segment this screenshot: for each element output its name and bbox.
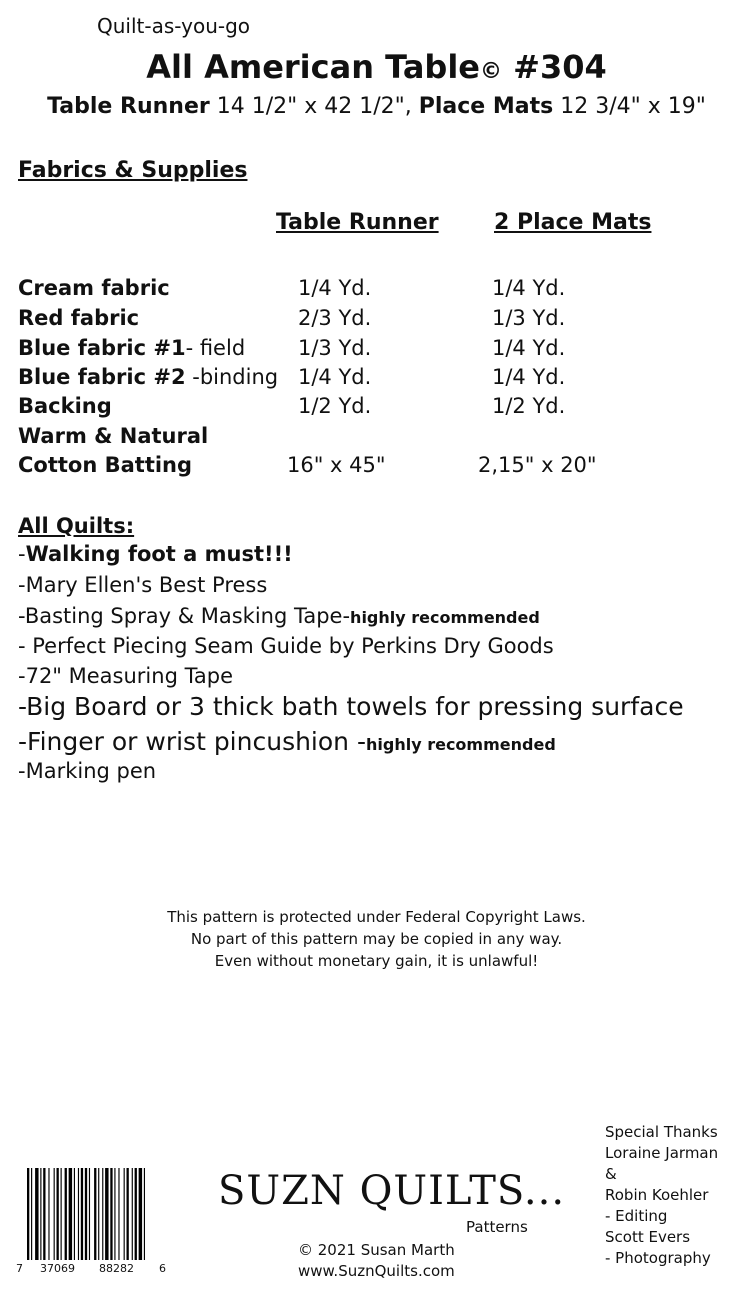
barcode-bar (98, 1168, 99, 1260)
fabric-label: Blue fabric #2 -binding (18, 365, 279, 389)
barcode-bar (27, 1168, 29, 1260)
copyright-notice (0, 906, 753, 972)
barcode-bar (135, 1168, 137, 1260)
pattern-number: #304 (513, 48, 607, 86)
patterns-label: Patterns (466, 1218, 528, 1236)
barcode-bar (69, 1168, 72, 1260)
barcode-bar (78, 1168, 79, 1260)
runner-label: Table Runner (47, 94, 210, 119)
copyright-block (298, 1240, 455, 1282)
supply-item: -Big Board or 3 thick bath towels for pressing surface (18, 692, 684, 721)
fabric-label: Cotton Batting (18, 453, 193, 477)
supply-item: -Marking pen (18, 759, 157, 783)
barcode-bar (139, 1168, 142, 1260)
barcode-bar (54, 1168, 55, 1260)
barcode-bar (114, 1168, 115, 1260)
website-link[interactable]: www.SuznQuilts.com (298, 1262, 455, 1280)
mats-label: Place Mats (418, 94, 554, 119)
supply-item: -72" Measuring Tape (18, 664, 234, 688)
barcode-bar (40, 1168, 41, 1260)
special-thanks (605, 1122, 718, 1269)
barcode-bar (127, 1168, 129, 1260)
mats-amount: 1/4 Yd. (492, 336, 566, 360)
thanks-line: Special Thanks (605, 1123, 718, 1141)
barcode-bar (43, 1168, 45, 1260)
barcode-bar (74, 1168, 75, 1260)
barcode-bar (65, 1168, 67, 1260)
runner-amount: 1/4 Yd. (298, 276, 372, 300)
fabrics-heading: Fabrics & Supplies (18, 158, 248, 183)
runner-size: 14 1/2" x 42 1/2", (216, 94, 412, 119)
notice-line: No part of this pattern may be copied in any way. (190, 930, 563, 948)
fabric-label: Blue fabric #1- field (18, 336, 246, 360)
runner-amount: 2/3 Yd. (298, 306, 372, 330)
barcode-bar (35, 1168, 38, 1260)
barcode-bar (132, 1168, 133, 1260)
thanks-line: Robin Koehler (605, 1186, 709, 1204)
copyright-symbol: © (480, 59, 502, 84)
runner-amount: 16" x 45" (287, 453, 386, 477)
fabric-row (0, 336, 753, 364)
barcode-bar (105, 1168, 108, 1260)
runner-amount: 1/4 Yd. (298, 365, 372, 389)
mats-size: 12 3/4" x 19" (560, 94, 706, 119)
supply-item: -Basting Spray & Masking Tape-highly recommended (18, 604, 540, 628)
page-title (0, 48, 753, 86)
barcode-bar (94, 1168, 96, 1260)
col-table-runner: Table Runner (276, 210, 439, 235)
barcode-bar (81, 1168, 83, 1260)
col-place-mats: 2 Place Mats (494, 210, 652, 235)
fabric-label: Red fabric (18, 306, 140, 330)
fabric-row (0, 394, 753, 422)
fabric-row (0, 424, 753, 452)
fabric-label: Warm & Natural (18, 424, 209, 448)
runner-amount: 1/3 Yd. (298, 336, 372, 360)
thanks-line: Scott Evers (605, 1228, 691, 1246)
notice-line: This pattern is protected under Federal Copyright Laws. (167, 908, 586, 926)
mats-amount: 1/3 Yd. (492, 306, 566, 330)
mats-amount: 1/4 Yd. (492, 365, 566, 389)
size-line (0, 94, 753, 119)
barcode-bar (118, 1168, 119, 1260)
barcode-bar (110, 1168, 112, 1260)
title-text: All American Table (146, 48, 480, 86)
barcode-bar (48, 1168, 49, 1260)
barcode-bar (85, 1168, 87, 1260)
thanks-line: & (605, 1165, 617, 1183)
barcode-digit: 88282 (99, 1262, 134, 1275)
copyright-line: © 2021 Susan Marth (298, 1241, 455, 1259)
supply-item: -Walking foot a must!!! (18, 542, 293, 566)
supply-item: - Perfect Piecing Seam Guide by Perkins Dry Goods (18, 634, 554, 658)
fabric-label: Backing (18, 394, 112, 418)
supply-item: -Finger or wrist pincushion -highly recommended (18, 727, 556, 756)
barcode-bar (31, 1168, 32, 1260)
barcode-digit: 7 (16, 1262, 23, 1275)
thanks-line: - Editing (605, 1207, 668, 1225)
barcode-bar (57, 1168, 59, 1260)
all-quilts-heading: All Quilts: (18, 514, 135, 538)
mats-amount: 2,15" x 20" (478, 453, 597, 477)
fabric-row (0, 306, 753, 334)
fabric-label: Cream fabric (18, 276, 170, 300)
barcode-digit: 37069 (40, 1262, 75, 1275)
fabric-row (0, 276, 753, 304)
runner-amount: 1/2 Yd. (298, 394, 372, 418)
fabric-row (0, 365, 753, 393)
mats-amount: 1/4 Yd. (492, 276, 566, 300)
fabric-row (0, 453, 753, 481)
barcode-bar (89, 1168, 90, 1260)
thanks-line: Loraine Jarman (605, 1144, 719, 1162)
barcode-bar (61, 1168, 62, 1260)
mats-amount: 1/2 Yd. (492, 394, 566, 418)
notice-line: Even without monetary gain, it is unlawful! (214, 952, 539, 970)
barcode-bar (124, 1168, 125, 1260)
barcode-bar (144, 1168, 145, 1260)
supply-item: -Mary Ellen's Best Press (18, 573, 268, 597)
pretitle: Quilt-as-you-go (97, 14, 251, 38)
barcode-bar (102, 1168, 103, 1260)
thanks-line: - Photography (605, 1249, 711, 1267)
barcode (27, 1168, 167, 1260)
suzn-quilts-logo: SUZN QUILTS... (218, 1168, 566, 1214)
barcode-digit: 6 (159, 1262, 166, 1275)
